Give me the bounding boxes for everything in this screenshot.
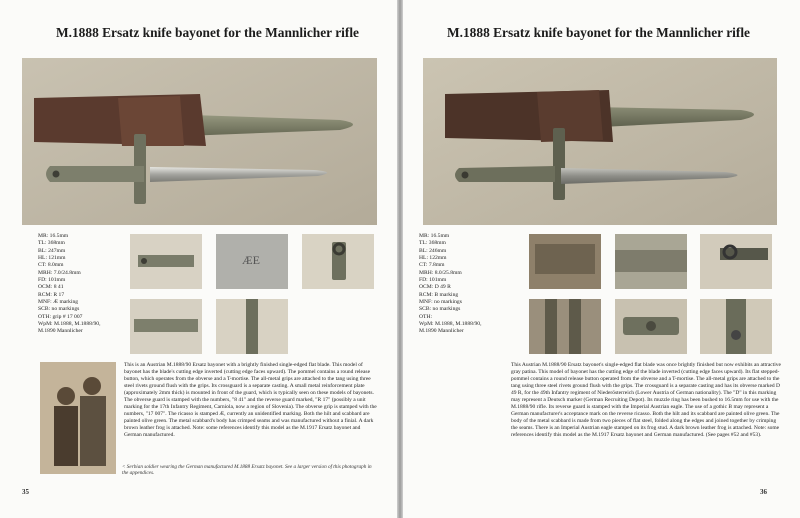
spec-line: FD: 101mm (38, 277, 66, 284)
spec-line: MNF: no markings (419, 299, 462, 306)
description-text: This Austrian M.1888/90 Ersatz bayonet's single-edged flat blade was once brightly finished but now exhibits an attractive gray patina. This model of bayonet has the cutting edge of the blade inverted (cutting edge faces upward). Its flat stepped-pommel contains a round release button operated from the obverse and a T-mortise. The all-metal grips are attached to the tang using three steel rivets ground flush with the grips. The crossguard is a separate casting and has its obverse marked D 49 R, for the 49th Infantry regiment of Niederösterreich (Lower Austria of German nationality). The "D" in this marking may represent a Deutsch marker (German Recruiting Depot). Its muzzle ring has been bushed to 16.5mm for use with the M.1888/90 rifle. Its reverse guard is stamped with the Imperial Austrian eagle. The use of a gothic B may represent a German manufacturer's acceptance mark on the reverse ricasso. Both the hilt and its scabbard are painted olive green. The body of the metal scabbard is made from two pieces of flat steel, folded along the edges and joined together by crimping the seams. There is an Imperial Austrian eagle stamped on its frog stud. A dark brown leather frog is attached. Note: some references identify this model as the M.1917 Ersatz bayonet and German manufactured. (See pages #52 and #53). (511, 362, 781, 438)
detail-photo-pommel (529, 234, 601, 289)
spec-line: RCM: R 17 (38, 291, 65, 298)
page-title: M.1888 Ersatz knife bayonet for the Mannlicher rifle (447, 25, 750, 40)
description-text: This is an Austrian M.1888/90 Ersatz bayonet with a brightly finished single-edged flat blade. This model of bayonet has the blade's cutting edge inverted (cutting edge faces upward). The pommel contains a round release button, which operates from the obverse and a T-mortise. The all-metal grips are attached to the tang using three steel rivets ground flush with the grips. Its crossguard is a separate casting. A small metal reinforcement plate (approximately 2mm thick) is mounted in front of the guard, which is typically seen on these models of bayonets. The obverse guard is stamped with the numbers, "8 41" and the reverse guard marked, "R 17" (possibly a unit marking for the 17th Infantry Regiment, Carniola, now a region of Slovenia). The obverse grip is stamped with the numbers, "17 007". The ricasso is stamped Æ, currently an unidentified marking. Both the hilt and scabbard are painted olive green. The metal scabbard's body has crimped seams and was manufactured without a finial. A dark brown leather frog is attached. Note: some references identify this model as the M.1917 Ersatz bayonet and German manufactured. (124, 362, 377, 438)
spec-line: HL: 121mm (38, 255, 66, 262)
detail-photo-crossguard (529, 299, 601, 354)
spec-line: M.1890 Mannlicher (419, 328, 464, 335)
detail-photo-muzzle-ring (302, 234, 374, 289)
spec-line: OCM: 8 41 (38, 284, 64, 291)
spec-line: HL: 122mm (419, 255, 447, 262)
spec-line: MRH: 7.0/24.8mm (38, 269, 81, 276)
spec-line: MR: 16.5mm (38, 233, 69, 239)
spec-line: TL: 368mm (419, 240, 446, 247)
spec-line: WpM: M.1888, M.1888/90, (419, 321, 482, 328)
spec-line: MNF: Æ marking (38, 299, 79, 306)
bayonet-photo-main (423, 58, 777, 225)
detail-photo-pommel (130, 234, 202, 289)
spec-line: SCB: no markings (419, 306, 461, 313)
spec-line: CT: 7.8mm (419, 262, 445, 269)
page-number: 35 (22, 488, 29, 496)
spec-line: CT: 8.0mm (38, 262, 64, 269)
detail-photo-guard (216, 299, 288, 354)
detail-photo-scabbard (615, 299, 687, 354)
spec-line: MRH: 8.0/25.8mm (419, 269, 462, 276)
detail-photo-muzzle-ring (700, 234, 772, 289)
spec-line: SCB: no markings (38, 306, 80, 313)
spec-line: M.1890 Mannlicher (38, 328, 83, 335)
detail-photo-ricasso-mark (615, 234, 687, 289)
spec-line: WpM: M.1888, M.1888/90, (38, 321, 101, 328)
right-page (403, 0, 800, 518)
spec-line: FD: 101mm (419, 277, 447, 284)
detail-photo-ricasso-mark (216, 234, 288, 289)
photo-caption: < Serbian soldier wearing the German manufactured M.1888 Ersatz bayonet. See a larger version of this photograph in the appendices. (122, 464, 372, 477)
spec-line: RCM: B marking (419, 291, 459, 298)
spec-line: OTH: (419, 313, 433, 320)
spec-line: OCM: D 49 R (419, 284, 451, 291)
page-title: M.1888 Ersatz knife bayonet for the Mannlicher rifle (56, 25, 359, 40)
specs-list (419, 233, 481, 336)
bayonet-photo-main (22, 58, 377, 225)
detail-photo-grip (130, 299, 202, 354)
detail-photo-frog-stud (700, 299, 772, 354)
left-page (0, 0, 397, 518)
spec-line: TL: 368mm (38, 240, 65, 247)
spec-line: OTH: grip # 17 007 (38, 313, 83, 320)
page-number: 36 (760, 488, 767, 496)
soldier-photo (40, 362, 116, 474)
specs-list (38, 233, 100, 336)
spec-line: MR: 16.5mm (419, 233, 450, 239)
ricasso-marking: ÆE (242, 253, 260, 267)
spec-line: BL: 247mm (38, 247, 66, 254)
spec-line: BL: 246mm (419, 247, 447, 254)
